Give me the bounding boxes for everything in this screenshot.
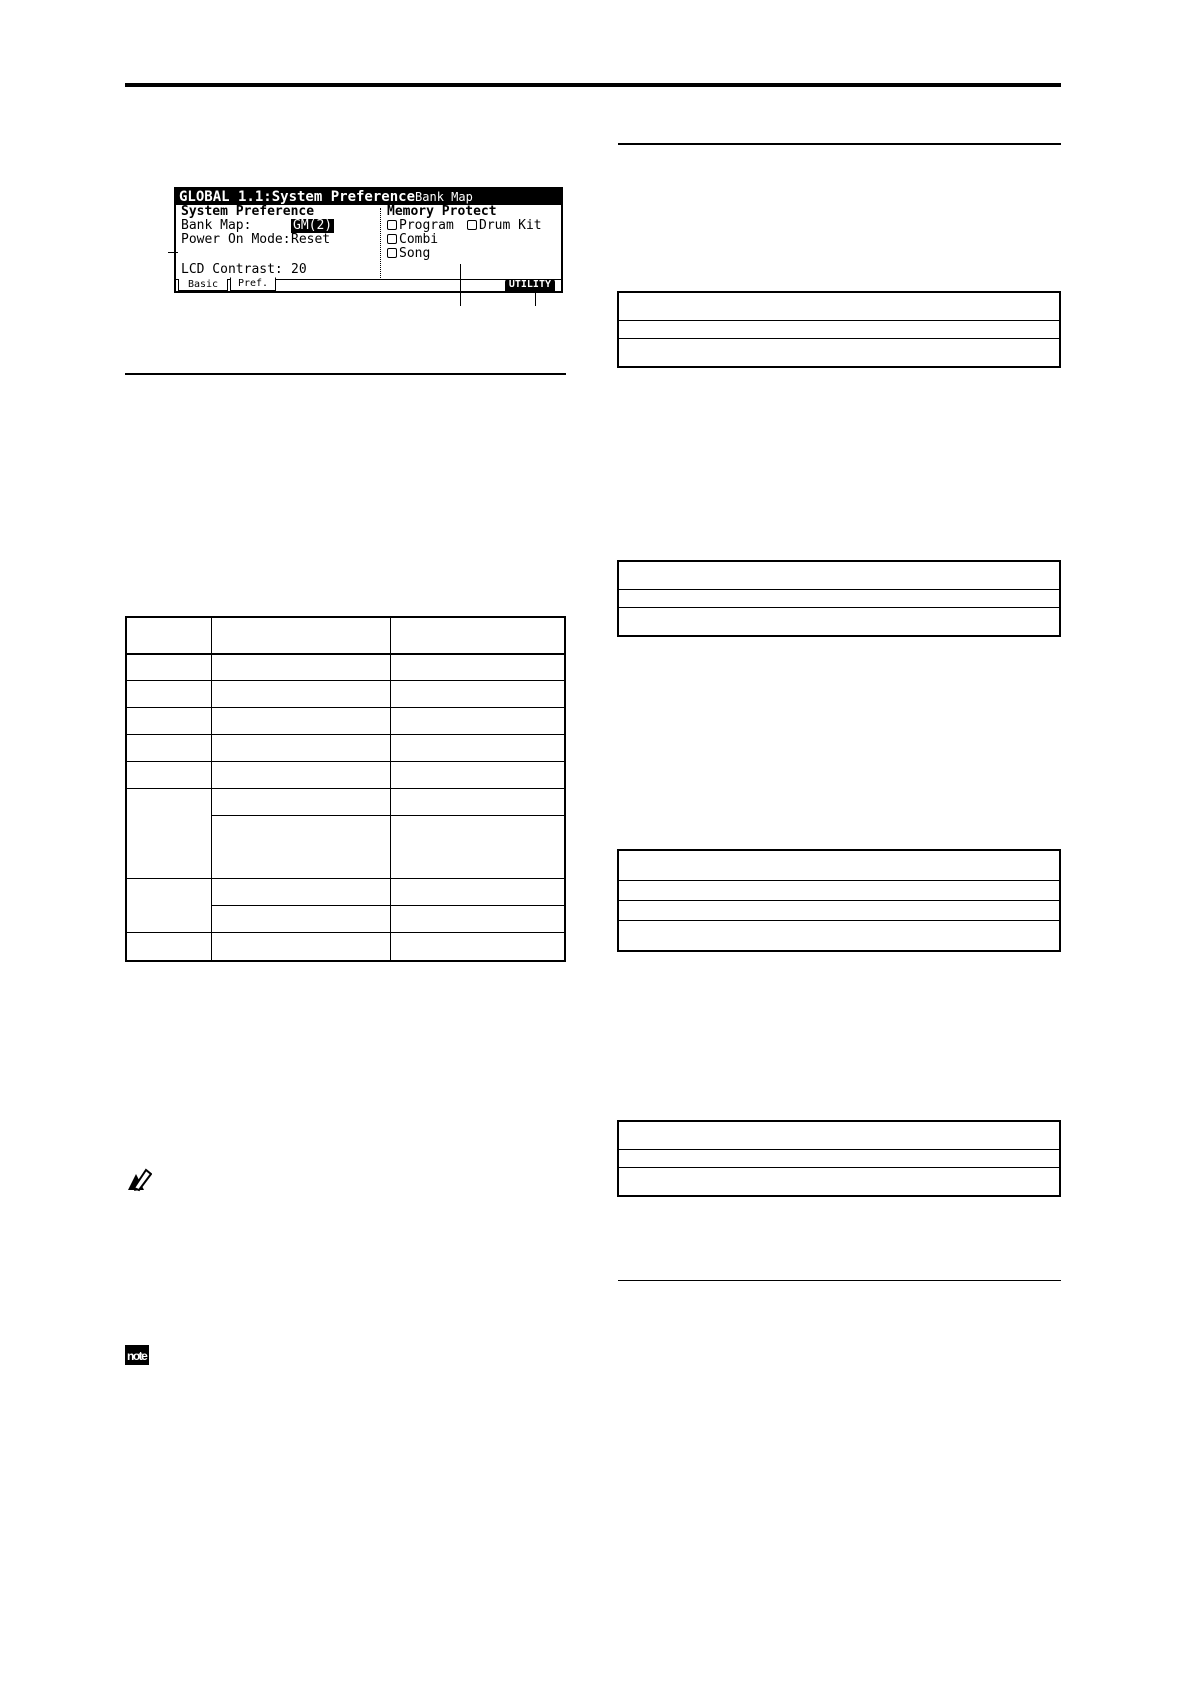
note-icon [125, 1345, 149, 1365]
tab-basic[interactable]: Basic [178, 279, 228, 291]
tab-pref[interactable]: Pref. [230, 277, 276, 291]
section-rule [618, 1280, 1061, 1281]
lcd-divider [380, 208, 381, 278]
checkbox-song-label: Song [399, 246, 431, 261]
checkbox-icon [387, 220, 397, 230]
checkbox-program-label: Program [399, 218, 454, 233]
callout-line [535, 290, 536, 306]
right-table-4 [617, 1120, 1061, 1197]
callout-line [460, 264, 461, 306]
bank-map-label: Bank Map: [181, 218, 252, 233]
right-table-3 [617, 849, 1061, 952]
checkbox-icon [467, 220, 477, 230]
checkbox-combi[interactable] [387, 233, 438, 247]
utility-button[interactable]: UTILITY [505, 279, 555, 291]
bank-map-value[interactable]: GM(2) [293, 218, 333, 233]
section-rule [125, 373, 566, 375]
checkbox-program[interactable] [387, 219, 454, 233]
section-rule [618, 143, 1061, 145]
checkbox-icon [387, 248, 397, 258]
note-icon-label: note [127, 1349, 147, 1363]
checkbox-drum-kit-label: Drum Kit [479, 218, 542, 233]
system-preference-heading: System Preference [181, 204, 315, 219]
memory-protect-heading: Memory Protect [387, 204, 497, 219]
lcd-screen [174, 187, 563, 293]
lcd-title-bar [176, 189, 561, 205]
header-rule [125, 83, 1061, 87]
checkbox-combi-label: Combi [399, 232, 439, 247]
lcd-title: GLOBAL 1.1:System Preference [179, 189, 416, 205]
callout-line [168, 252, 178, 253]
checkbox-icon [387, 234, 397, 244]
checkbox-drum-kit[interactable] [467, 219, 542, 233]
lcd-contrast-label: LCD Contrast: [181, 262, 283, 277]
right-table-2 [617, 560, 1061, 637]
left-table [125, 616, 566, 962]
right-table-1 [617, 291, 1061, 368]
power-on-mode-value[interactable]: Reset [291, 232, 331, 247]
lcd-title-sub: Bank Map [415, 190, 473, 204]
lcd-contrast-value[interactable]: 20 [291, 262, 307, 277]
checkbox-song[interactable] [387, 247, 430, 261]
power-on-mode-label: Power On Mode: [181, 232, 291, 247]
pencil-warning-icon [126, 1168, 152, 1192]
